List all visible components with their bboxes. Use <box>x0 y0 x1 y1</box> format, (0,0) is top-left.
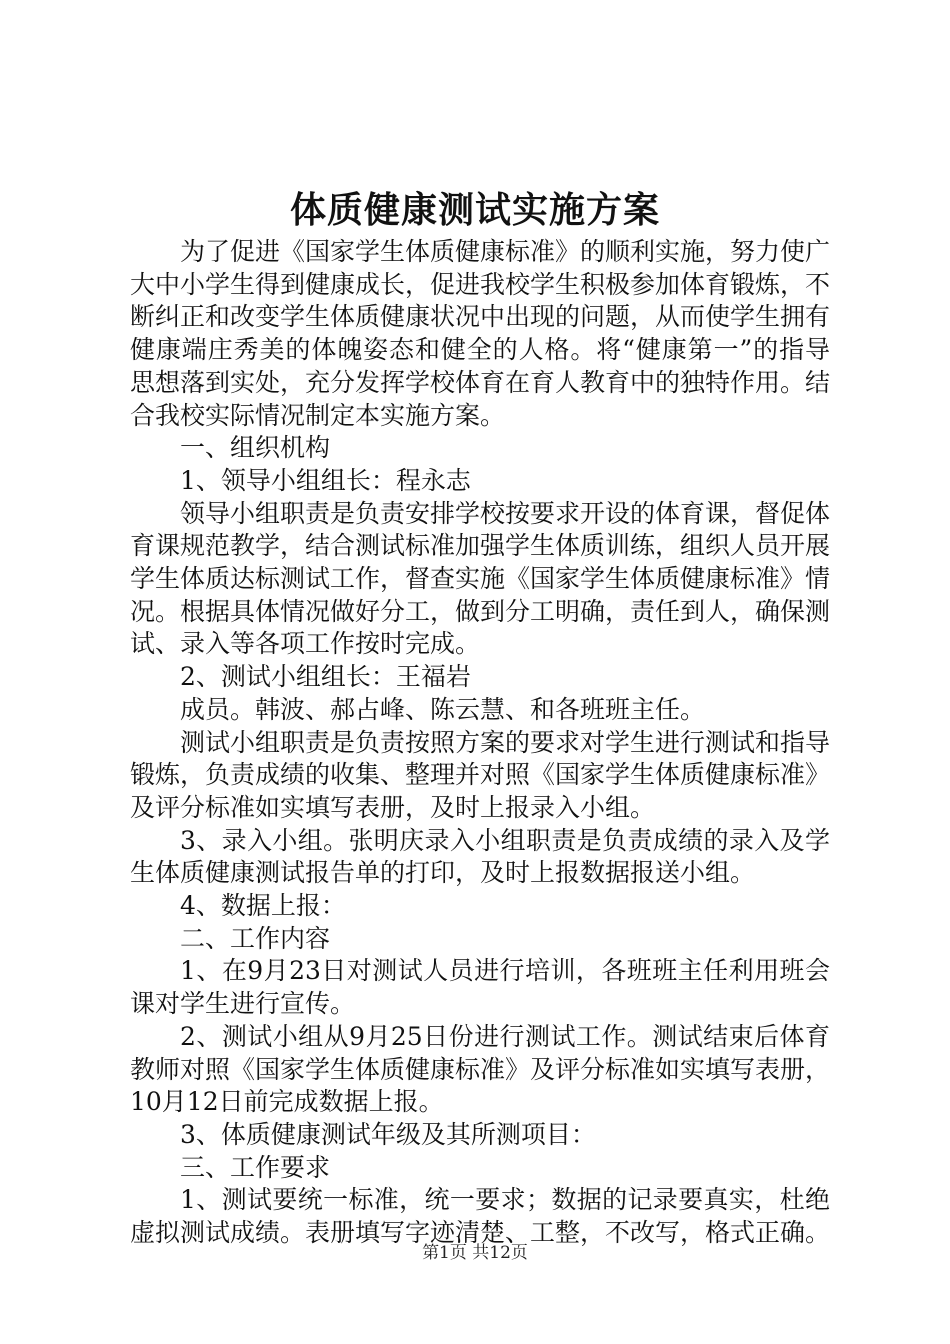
intro-paragraph: 为了促进《国家学生体质健康标准》的顺利实施，努力使广大中小学生得到健康成长，促进我校学生积极参加体育锻炼，不断纠正和改变学生体质健康状况中出现的问题，从而使学生拥有健康端庄秀美的体魄姿态和健全的人格。将“健康第一”的指导思想落到实处，充分发挥学校体育在育人教育中的独特作用。结合我校实际情况制定本实施方案。 <box>130 237 831 430</box>
test-group-duties: 测试小组职责是负责按照方案的要求对学生进行测试和指导锻炼，负责成绩的收集、整理并对照《国家学生体质健康标准》及评分标准如实填写表册，及时上报录入小组。 <box>130 727 831 822</box>
requirement-item-standard: 1、测试要统一标准，统一要求；数据的记录要真实，杜绝虚拟测试成绩。表册填写字迹清楚、工整，不改写，格式正确。 <box>130 1185 831 1248</box>
entry-group: 3、录入小组。张明庆录入小组职责是负责成绩的录入及学生体质健康测试报告单的打印，及时上报数据报送小组。 <box>130 825 830 888</box>
work-item-training: 1、在9月23日对测试人员进行培训，各班班主任利用班会课对学生进行宣传。 <box>130 956 830 1019</box>
page-number-footer: 第1页 共12页 <box>422 1243 528 1263</box>
test-group-members: 成员。韩波、郝占峰、陈云慧、和各班班主任。 <box>180 694 706 724</box>
section-heading-work-content: 二、工作内容 <box>180 923 331 953</box>
document-title: 体质健康测试实施方案 <box>289 189 660 231</box>
test-group-head: 2、测试小组组长：王福岩 <box>180 662 471 692</box>
document-body <box>130 236 830 1250</box>
leader-group-head: 1、领导小组组长：程永志 <box>180 465 471 495</box>
data-reporting: 4、数据上报： <box>180 891 346 921</box>
section-heading-organization: 一、组织机构 <box>180 433 331 463</box>
leader-group-duties: 领导小组职责是负责安排学校按要求开设的体育课，督促体育课规范教学，结合测试标准加强学生体质训练，组织人员开展学生体质达标测试工作，督查实施《国家学生体质健康标准》情况。根据具体情况做好分工，做到分工明确，责任到人，确保测试、录入等各项工作按时完成。 <box>130 498 831 659</box>
section-heading-requirements: 三、工作要求 <box>180 1152 331 1182</box>
work-item-testing: 2、测试小组从9月25日份进行测试工作。测试结束后体育教师对照《国家学生体质健康标准》及评分标准如实填写表册，10月12日前完成数据上报。 <box>130 1021 831 1117</box>
work-item-grades-items: 3、体质健康测试年级及其所测项目： <box>180 1119 596 1149</box>
